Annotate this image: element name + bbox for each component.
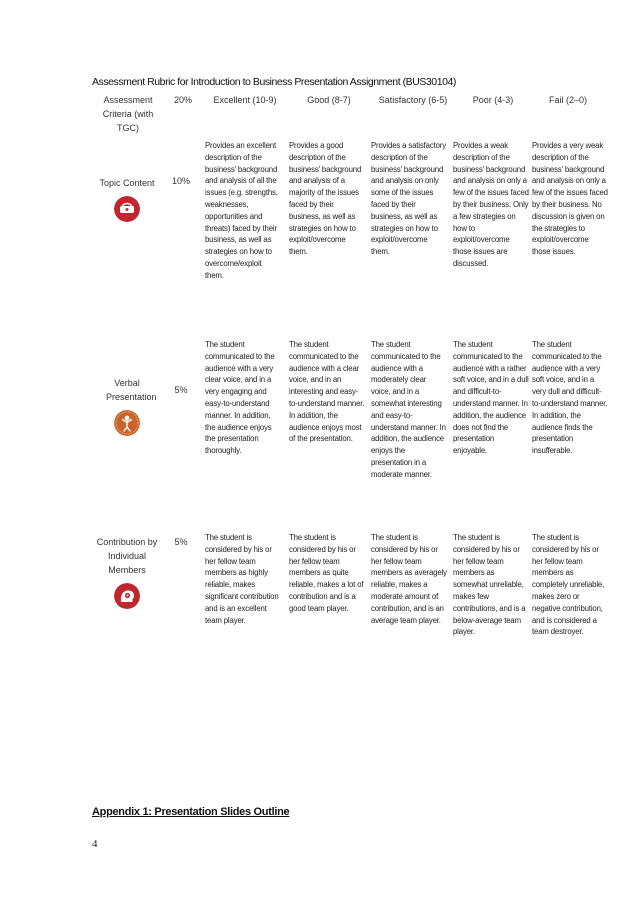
- descriptor-fail: The student communicated to the audience with a very soft voice, and in a very dull and difficult-to-understand manner. In addition, the audience finds the presentation insufferable.: [532, 340, 608, 456]
- weight-cell: 10%: [171, 176, 190, 186]
- descriptor-fail: The student is considered by his or her fellow team members as completely unreliable, makes zero or negative contribution, and is considered a team destroyer.: [532, 533, 605, 637]
- header-satisfactory: Satisfactory (6-5): [378, 95, 448, 105]
- descriptor-satisfactory: The student is considered by his or her fellow team members as averagely reliable, makes a moderate amount of contribution, and is an average team player.: [371, 533, 447, 625]
- weight-cell: 5%: [174, 385, 188, 395]
- descriptor-good: The student communicated to the audience with a clear voice, and in an interesting and easy-to-understand manner. In addition, the audience enjoys most of the presentation.: [289, 340, 365, 444]
- descriptor-satisfactory: Provides a satisfactory description of the business' background and analysis on only some of the issues faced by their business, as well as strategies on how to exploit/overcome them.: [371, 141, 446, 257]
- header-excellent: Excellent (10-9): [213, 95, 277, 105]
- appendix-heading: Appendix 1: Presentation Slides Outline: [92, 806, 290, 818]
- header-poor: Poor (4-3): [472, 95, 514, 105]
- descriptor-poor: Provides a weak description of the business' background and analysis on only a few of the issues faced by their business. Only a few strategies on how to exploit/overcome those issues are discussed.: [453, 141, 529, 268]
- header-fail: Fail (2–0): [548, 95, 587, 105]
- teamwork-icon: [114, 583, 140, 609]
- header-good: Good (8-7): [307, 95, 351, 105]
- rubric-title: Assessment Rubric for Introduction to Business Presentation Assignment (BUS30104): [92, 76, 456, 88]
- presenter-icon: [114, 410, 140, 436]
- descriptor-poor: The student communicated to the audience with a rather soft voice, and in a dull and difficult-to-understand manner. In addition, the audience does not find the presentation enjoyable.: [453, 340, 529, 456]
- page-number: 4: [92, 838, 98, 850]
- header-weight: 20%: [173, 95, 192, 105]
- descriptor-satisfactory: The student communicated to the audience with a moderately clear voice, and in a somewhat interesting and easy-to-understand manner. In addition, the audience enjoys the presentation in a moderate manner.: [371, 340, 446, 479]
- descriptor-excellent: The student communicated to the audience with a very clear voice, and in a very engaging and easy-to-understand manner. In addition, the audience enjoys the presentation thoroughly.: [205, 340, 275, 456]
- criterion-cell: [88, 535, 166, 609]
- descriptor-excellent: The student is considered by his or her fellow team members as highly reliable, makes significant contribution and is an excellent team player.: [205, 533, 279, 625]
- descriptor-good: Provides a good description of the business' background and analysis of a majority of the issues faced by their business, as well as strategies on how to exploit/overcome them.: [289, 141, 362, 257]
- criterion-label: Verbal Presentation: [106, 378, 157, 402]
- criterion-cell: [88, 176, 166, 222]
- descriptor-excellent: Provides an excellent description of the business' background and analysis of all the issues (e.g. strengths, weaknesses, opportunities and threats) faced by their business, as well as strategies on how to overcome/exploit them.: [205, 141, 278, 280]
- descriptor-poor: The student is considered by his or her fellow team members as somewhat unreliable, makes few contributions, and is a below-average team player.: [453, 533, 526, 637]
- topic-content-icon: [114, 196, 140, 222]
- criterion-label: Contribution by Individual Members: [96, 537, 158, 575]
- criterion-cell: [88, 376, 166, 436]
- weight-cell: 5%: [174, 537, 188, 547]
- criterion-label: Topic Content: [99, 178, 155, 188]
- descriptor-good: The student is considered by his or her fellow team members as quite reliable, makes a lot of contribution and is a good team player.: [289, 533, 364, 613]
- header-criteria: Assessment Criteria (with TGC): [102, 95, 154, 133]
- descriptor-fail: Provides a very weak description of the business' background and analysis on only a few of the issues faced by their business. No discussion is given on the strategies to exploit/overcome those issues.: [532, 141, 608, 257]
